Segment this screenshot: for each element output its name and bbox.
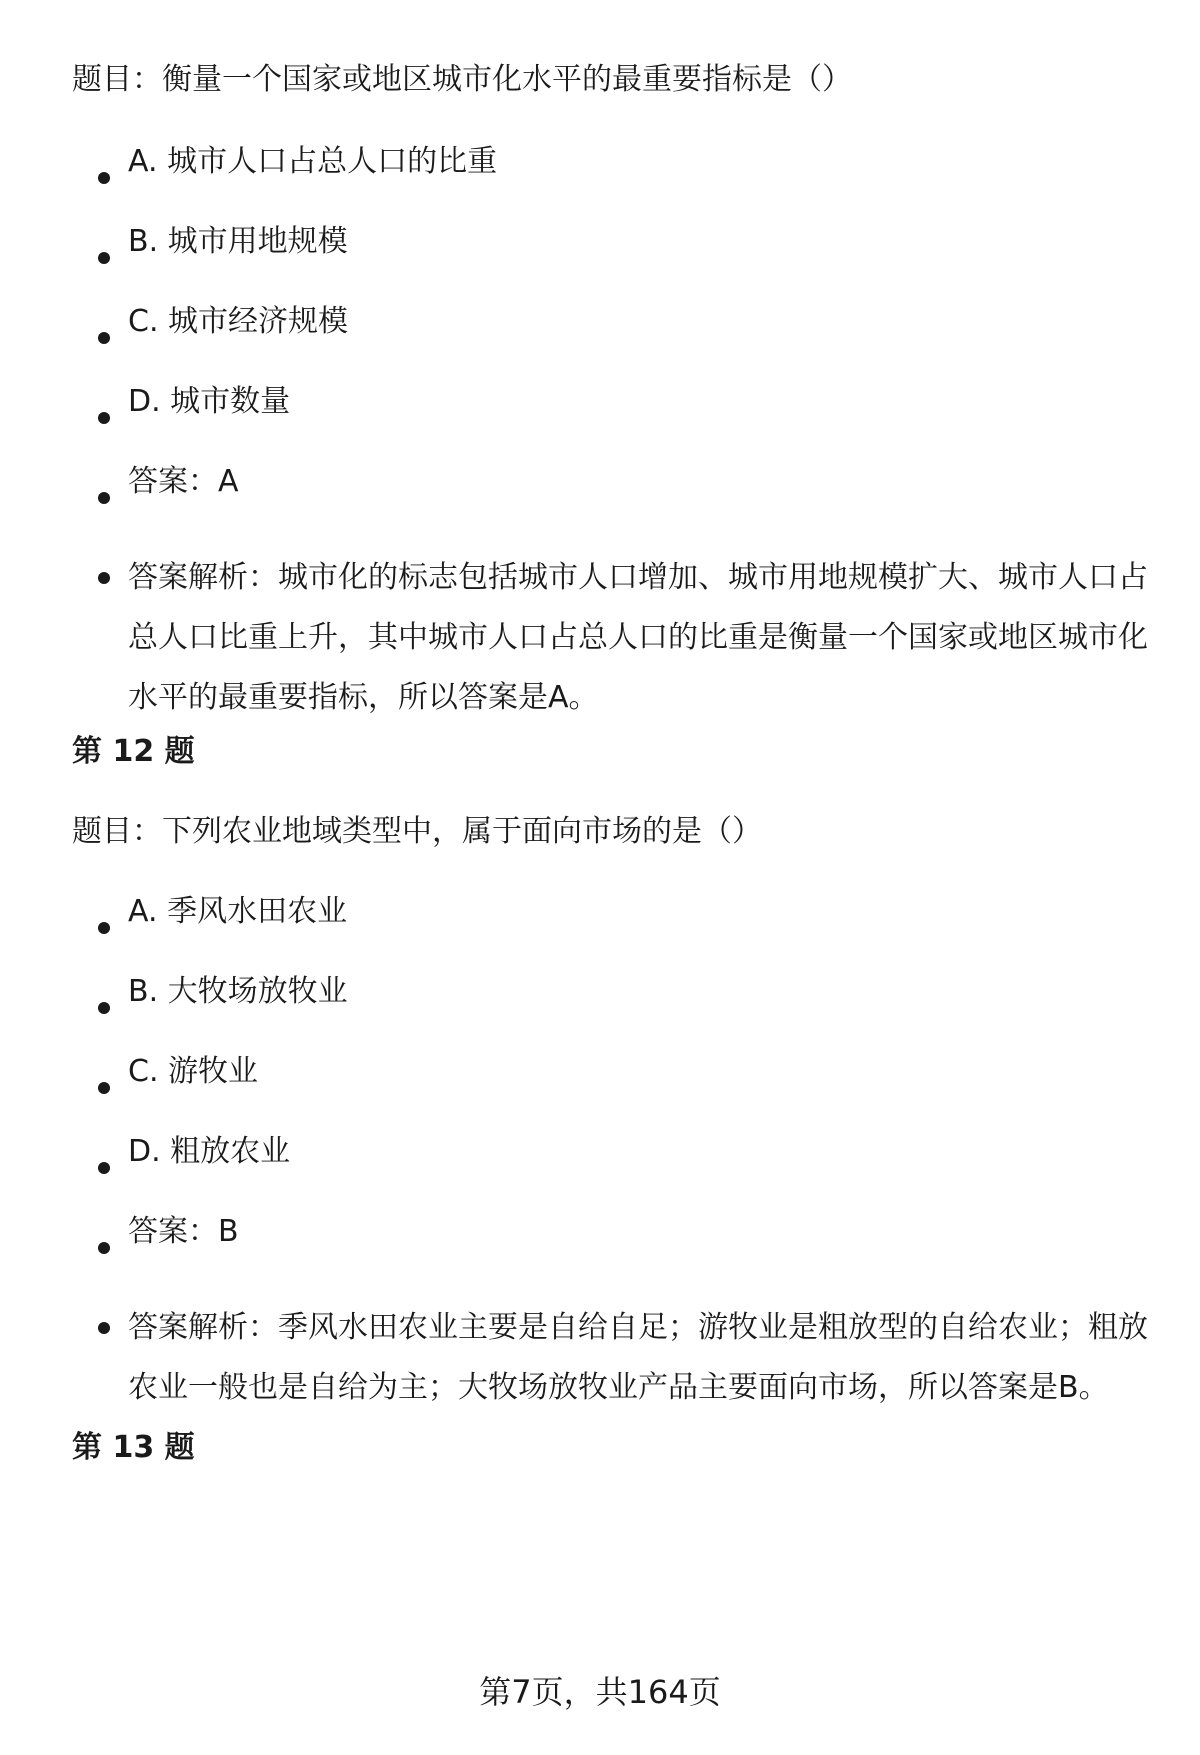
q11-option-a: A. 城市人口占总人口的比重	[128, 144, 498, 179]
q12-explanation: 答案解析：季风水田农业主要是自给自足；游牧业是粗放型的自给农业；粗放农业一般也是自给为主；大牧场放牧业产品主要面向市场，所以答案是B。	[128, 1310, 1148, 1405]
q11-answer: 答案：A	[128, 464, 239, 499]
bullet-icon	[98, 1162, 110, 1174]
question-12-heading: 第 12 题	[72, 734, 195, 769]
bullet-icon	[98, 252, 110, 264]
bullet-icon	[98, 412, 110, 424]
q12-option-b: B. 大牧场放牧业	[128, 974, 348, 1009]
q12-option-d: D. 粗放农业	[128, 1134, 291, 1169]
q11-explanation: 答案解析：城市化的标志包括城市人口增加、城市用地规模扩大、城市人口占总人口比重上升，其中城市人口占总人口的比重是衡量一个国家或地区城市化水平的最重要指标，所以答案是A。	[128, 560, 1148, 715]
q12-answer: 答案：B	[128, 1214, 239, 1249]
bullet-icon	[98, 1242, 110, 1254]
q11-option-d: D. 城市数量	[128, 384, 291, 419]
q12-option-c: C. 游牧业	[128, 1054, 259, 1089]
question-12-text: 题目：下列农业地域类型中，属于面向市场的是（）	[72, 814, 762, 849]
bullet-icon	[98, 1322, 110, 1334]
bullet-icon	[98, 1082, 110, 1094]
q11-option-c: C. 城市经济规模	[128, 304, 349, 339]
q11-option-b: B. 城市用地规模	[128, 224, 348, 259]
bullet-icon	[98, 332, 110, 344]
bullet-icon	[98, 922, 110, 934]
question-13-heading: 第 13 题	[72, 1430, 195, 1465]
bullet-icon	[98, 1002, 110, 1014]
page-number-footer: 第7页，共164页	[479, 1673, 721, 1711]
bullet-icon	[98, 172, 110, 184]
bullet-icon	[98, 572, 110, 584]
question-11-text: 题目：衡量一个国家或地区城市化水平的最重要指标是（）	[72, 62, 852, 97]
bullet-icon	[98, 492, 110, 504]
q12-option-a: A. 季风水田农业	[128, 894, 348, 929]
